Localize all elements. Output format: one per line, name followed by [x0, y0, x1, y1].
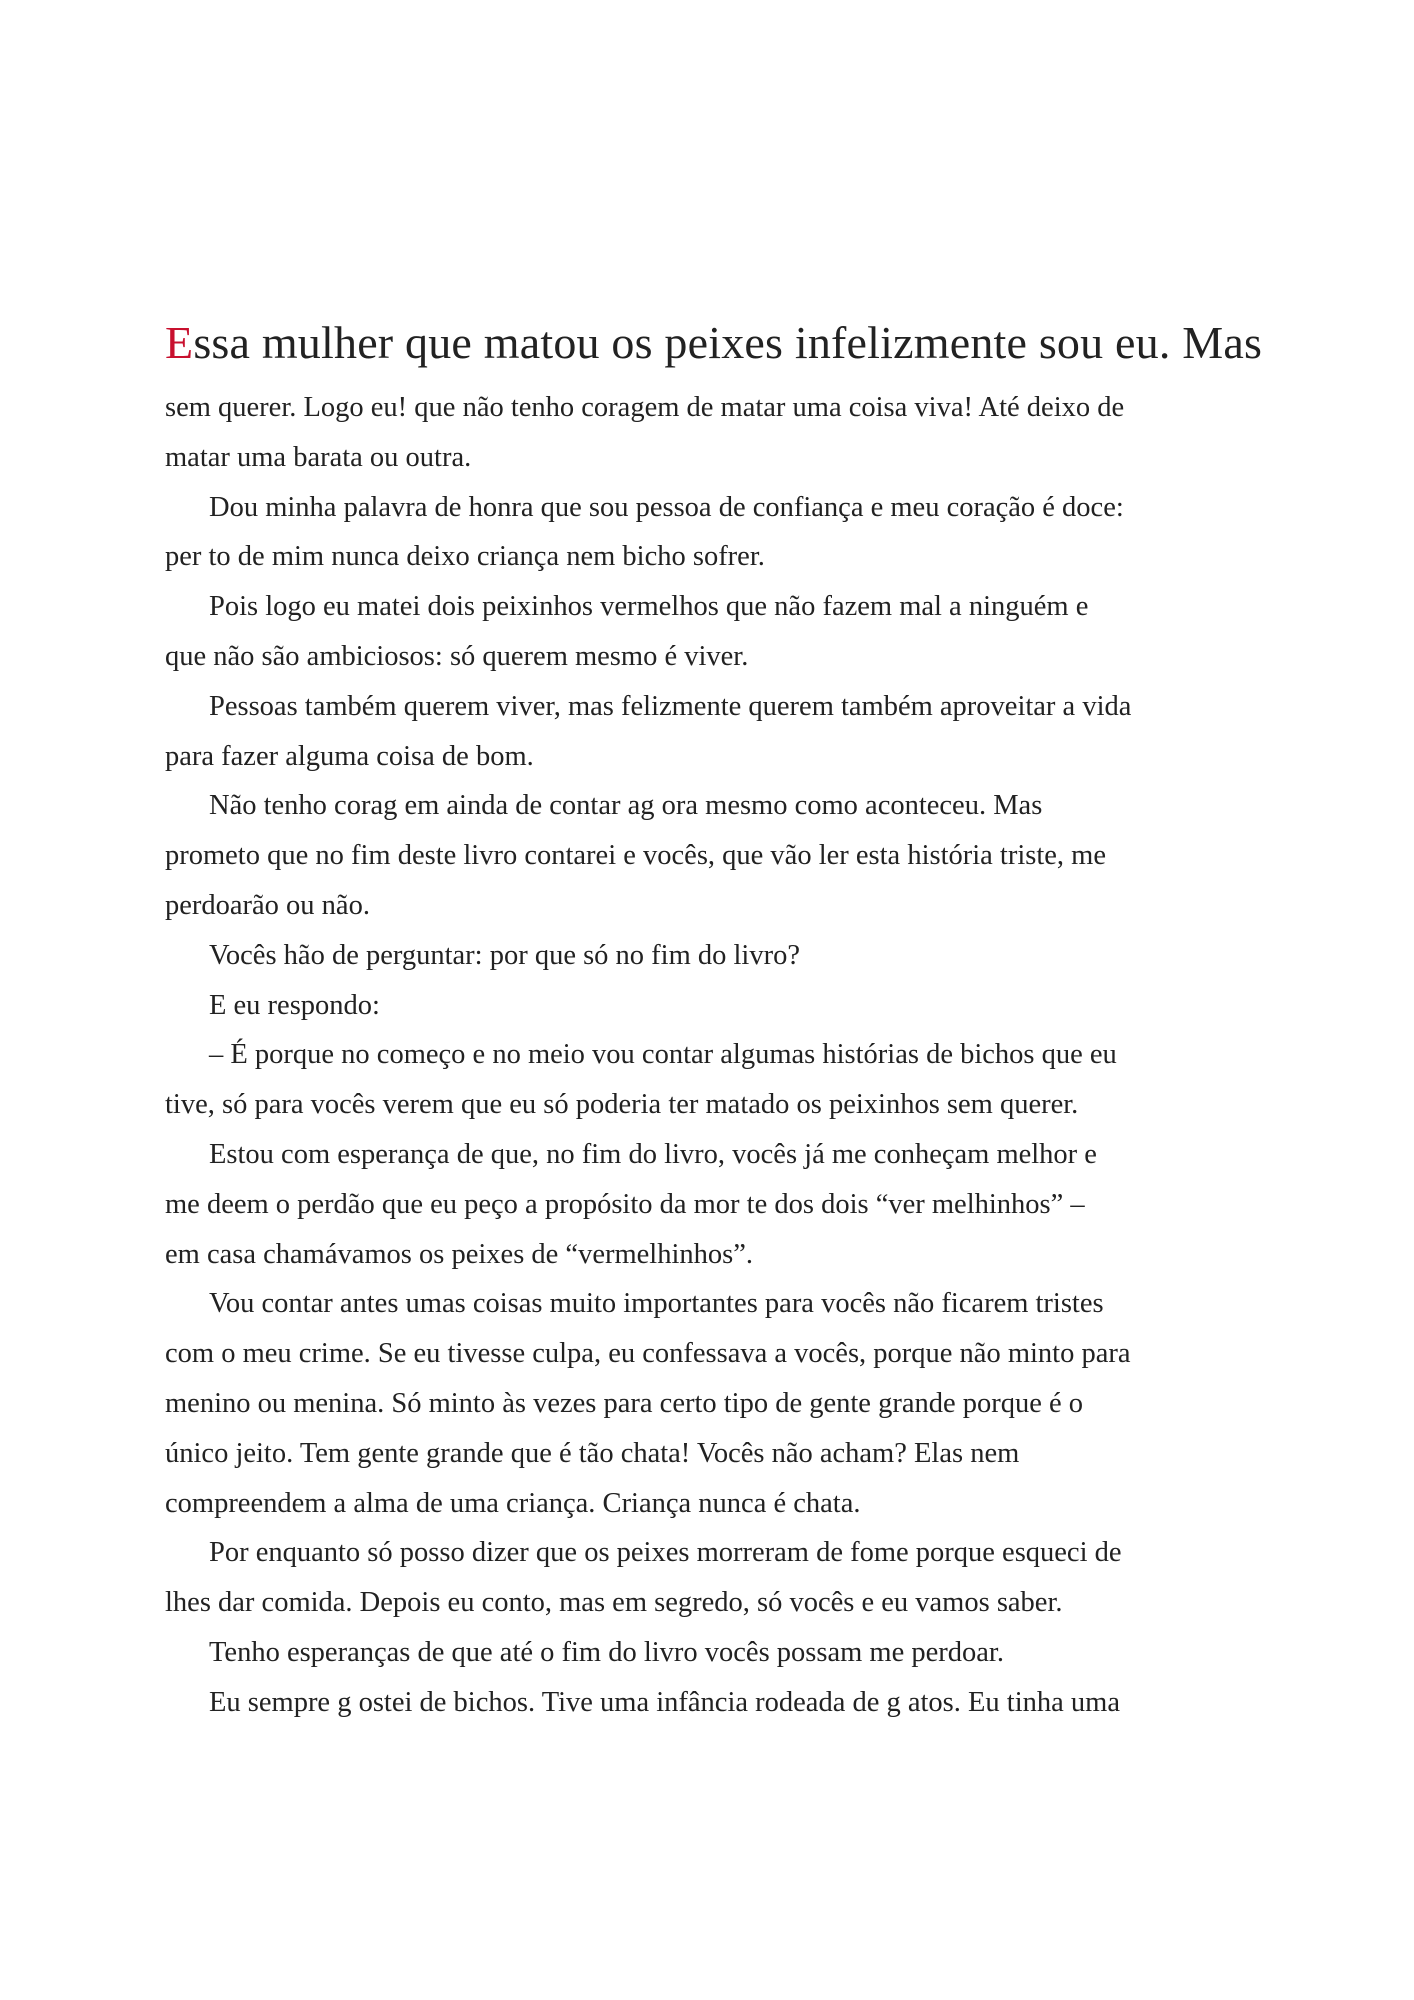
text-line: Não tenho corag em ainda de contar ag ora mesmo como aconteceu. Mas [209, 790, 1043, 822]
text-line: Eu sempre g ostei de bichos. Tive uma infância rodeada de g atos. Eu tinha uma [209, 1686, 1120, 1718]
text-line: Dou minha palavra de honra que sou pessoa de confiança e meu coração é doce: [209, 491, 1124, 523]
text-line: menino ou menina. Só minto às vezes para certo tipo de gente grande porque é o [165, 1387, 1084, 1419]
text-line: para fazer alguma coisa de bom. [165, 740, 534, 772]
text-line: Estou com esperança de que, no fim do livro, vocês já me conheçam melhor e [209, 1138, 1097, 1170]
opening-line-text: ssa mulher que matou os peixes infelizmente sou eu. Mas [193, 317, 1263, 368]
text-line: tive, só para vocês verem que eu só poderia ter matado os peixinhos sem querer. [165, 1089, 1079, 1121]
text-line: sem querer. Logo eu! que não tenho coragem de matar uma coisa viva! Até deixo de [165, 392, 1125, 423]
opening-line [165, 308, 1414, 378]
text-line: per to de mim nunca deixo criança nem bicho sofrer. [165, 541, 765, 573]
text-line: perdoarão ou não. [165, 889, 370, 921]
text-line: E eu respondo: [209, 989, 380, 1021]
body-text [165, 383, 1315, 1728]
text-line: – É porque no começo e no meio vou contar algumas histórias de bichos que eu [209, 1039, 1117, 1071]
text-line: compreendem a alma de uma criança. Criança nunca é chata. [165, 1487, 861, 1519]
text-line: Vocês hão de perguntar: por que só no fim do livro? [209, 939, 800, 971]
text-line: com o meu crime. Se eu tivesse culpa, eu confessava a vocês, porque não minto para [165, 1338, 1131, 1370]
text-line: único jeito. Tem gente grande que é tão chata! Vocês não acham? Elas nem [165, 1437, 1020, 1469]
text-line: prometo que no fim deste livro contarei e vocês, que vão ler esta história triste, me [165, 840, 1106, 872]
text-line: Vou contar antes umas coisas muito importantes para vocês não ficarem tristes [209, 1288, 1104, 1320]
text-line: Pessoas também querem viver, mas felizmente querem também aproveitar a vida [209, 690, 1132, 722]
text-line: que não são ambiciosos: só querem mesmo é viver. [165, 640, 749, 672]
text-line: lhes dar comida. Depois eu conto, mas em segredo, só vocês e eu vamos saber. [165, 1587, 1063, 1619]
text-line: em casa chamávamos os peixes de “vermelhinhos”. [165, 1238, 753, 1270]
text-line: Pois logo eu matei dois peixinhos vermelhos que não fazem mal a ninguém e [209, 591, 1089, 623]
drop-letter: E [165, 317, 194, 368]
text-line: matar uma barata ou outra. [165, 441, 472, 473]
text-line: Tenho esperanças de que até o fim do livro vocês possam me perdoar. [209, 1636, 1004, 1668]
text-line: me deem o perdão que eu peço a propósito da mor te dos dois “ver melhinhos” – [165, 1188, 1085, 1220]
text-line: Por enquanto só posso dizer que os peixes morreram de fome porque esqueci de [209, 1537, 1122, 1569]
